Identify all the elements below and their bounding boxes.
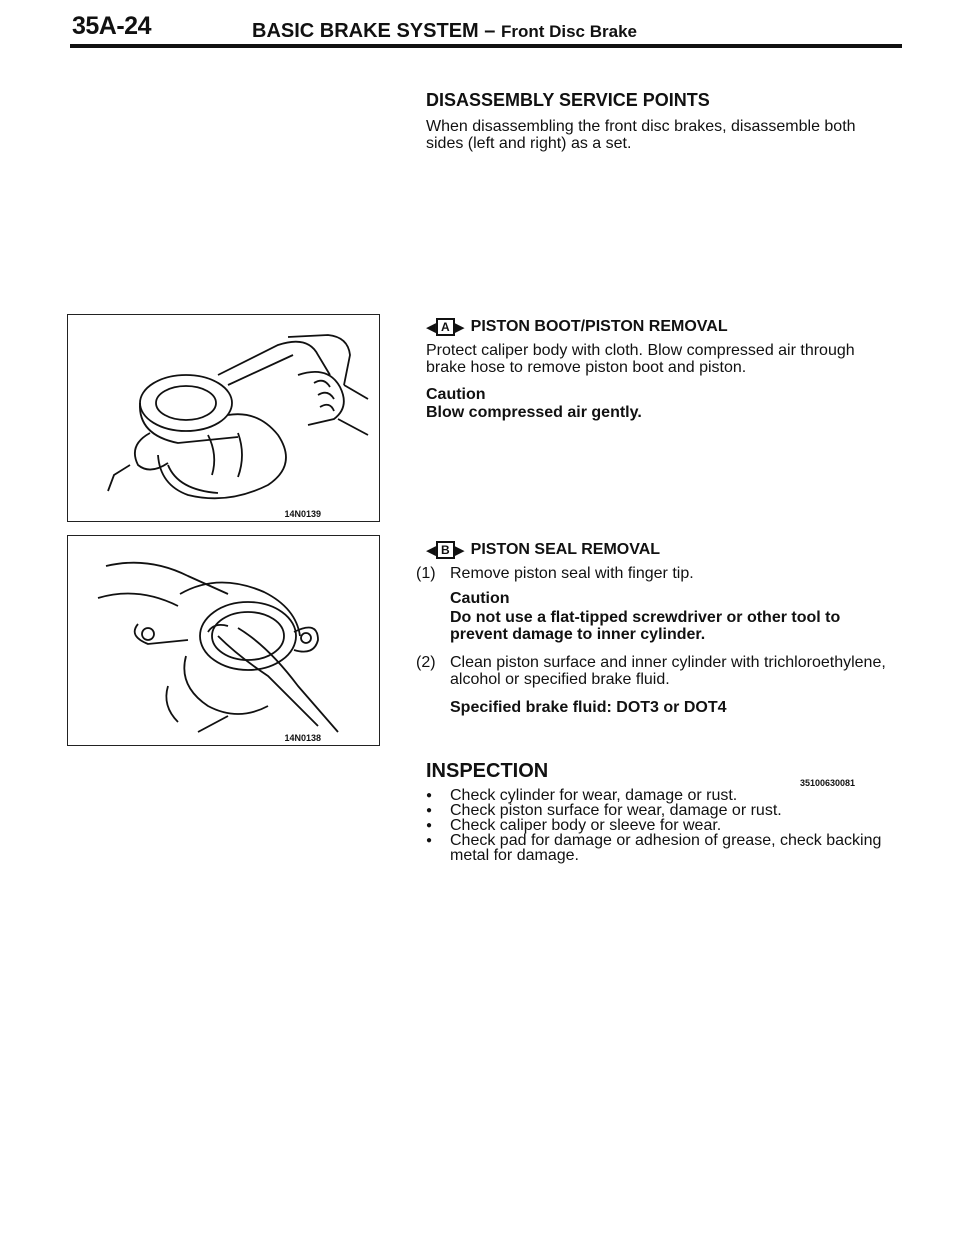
piston-boot-text: Protect caliper body with cloth. Blow compressed air through brake hose to remove piston boot and piston.	[426, 342, 855, 376]
header-title	[252, 20, 637, 43]
piston-seal-title: PISTON SEAL REMOVAL	[470, 541, 661, 558]
header-rule	[70, 44, 902, 48]
piston-boot-title: PISTON BOOT/PISTON REMOVAL	[470, 318, 728, 335]
page-number: 35A-24	[72, 12, 151, 40]
step-text: Remove piston seal with finger tip.	[450, 565, 694, 582]
piston-boot-caution-label: Caution	[426, 386, 486, 403]
piston-seal-caution-text: Do not use a flat-tipped screwdriver or other tool to prevent damage to inner cylinder.	[450, 609, 841, 643]
header-dash: –	[484, 20, 501, 42]
step-number: (1)	[416, 565, 436, 582]
step-number: (2)	[416, 654, 436, 671]
service-point-mark: ◀ A ▶	[426, 319, 465, 335]
piston-boot-heading	[426, 318, 896, 336]
step-text: Clean piston surface and inner cylinder with trichloroethylene, alcohol or specified brake fluid.	[450, 654, 886, 688]
service-point-mark: ◀ B ▶	[426, 542, 465, 558]
inspection-list	[426, 788, 896, 863]
piston-boot-caution-text: Blow compressed air gently.	[426, 404, 642, 421]
specified-brake-fluid: Specified brake fluid: DOT3 or DOT4	[450, 699, 727, 716]
inspection-item: ● Check cylinder for wear, damage or rust.	[426, 788, 896, 803]
disassembly-intro: When disassembling the front disc brakes, disassemble both sides (left and right) as a set.	[426, 118, 856, 152]
disassembly-title: DISASSEMBLY SERVICE POINTS	[426, 90, 710, 110]
figure-code: 14N0139	[284, 509, 321, 519]
piston-seal-step-1	[416, 565, 896, 582]
finger-seal-illustration	[68, 536, 379, 745]
piston-seal-caution-label: Caution	[450, 590, 510, 607]
piston-seal-heading	[426, 541, 896, 559]
header-subsection: Front Disc Brake	[500, 22, 637, 41]
header-section: BASIC BRAKE SYSTEM	[252, 20, 479, 42]
inspection-item: ● Check piston surface for wear, damage or rust.	[426, 803, 896, 818]
inspection-item: ● Check caliper body or sleeve for wear.	[426, 818, 896, 833]
inspection-code: 35100630081	[800, 778, 856, 788]
inspection-item: ● Check pad for damage or adhesion of grease, check backing metal for damage.	[426, 833, 896, 863]
piston-seal-step-2	[416, 654, 896, 688]
figure-piston-seal-removal	[67, 535, 380, 746]
inspection-title: INSPECTION	[426, 760, 549, 782]
figure-piston-boot-removal	[67, 314, 380, 522]
caliper-air-illustration	[68, 315, 379, 521]
figure-code: 14N0138	[284, 733, 321, 743]
